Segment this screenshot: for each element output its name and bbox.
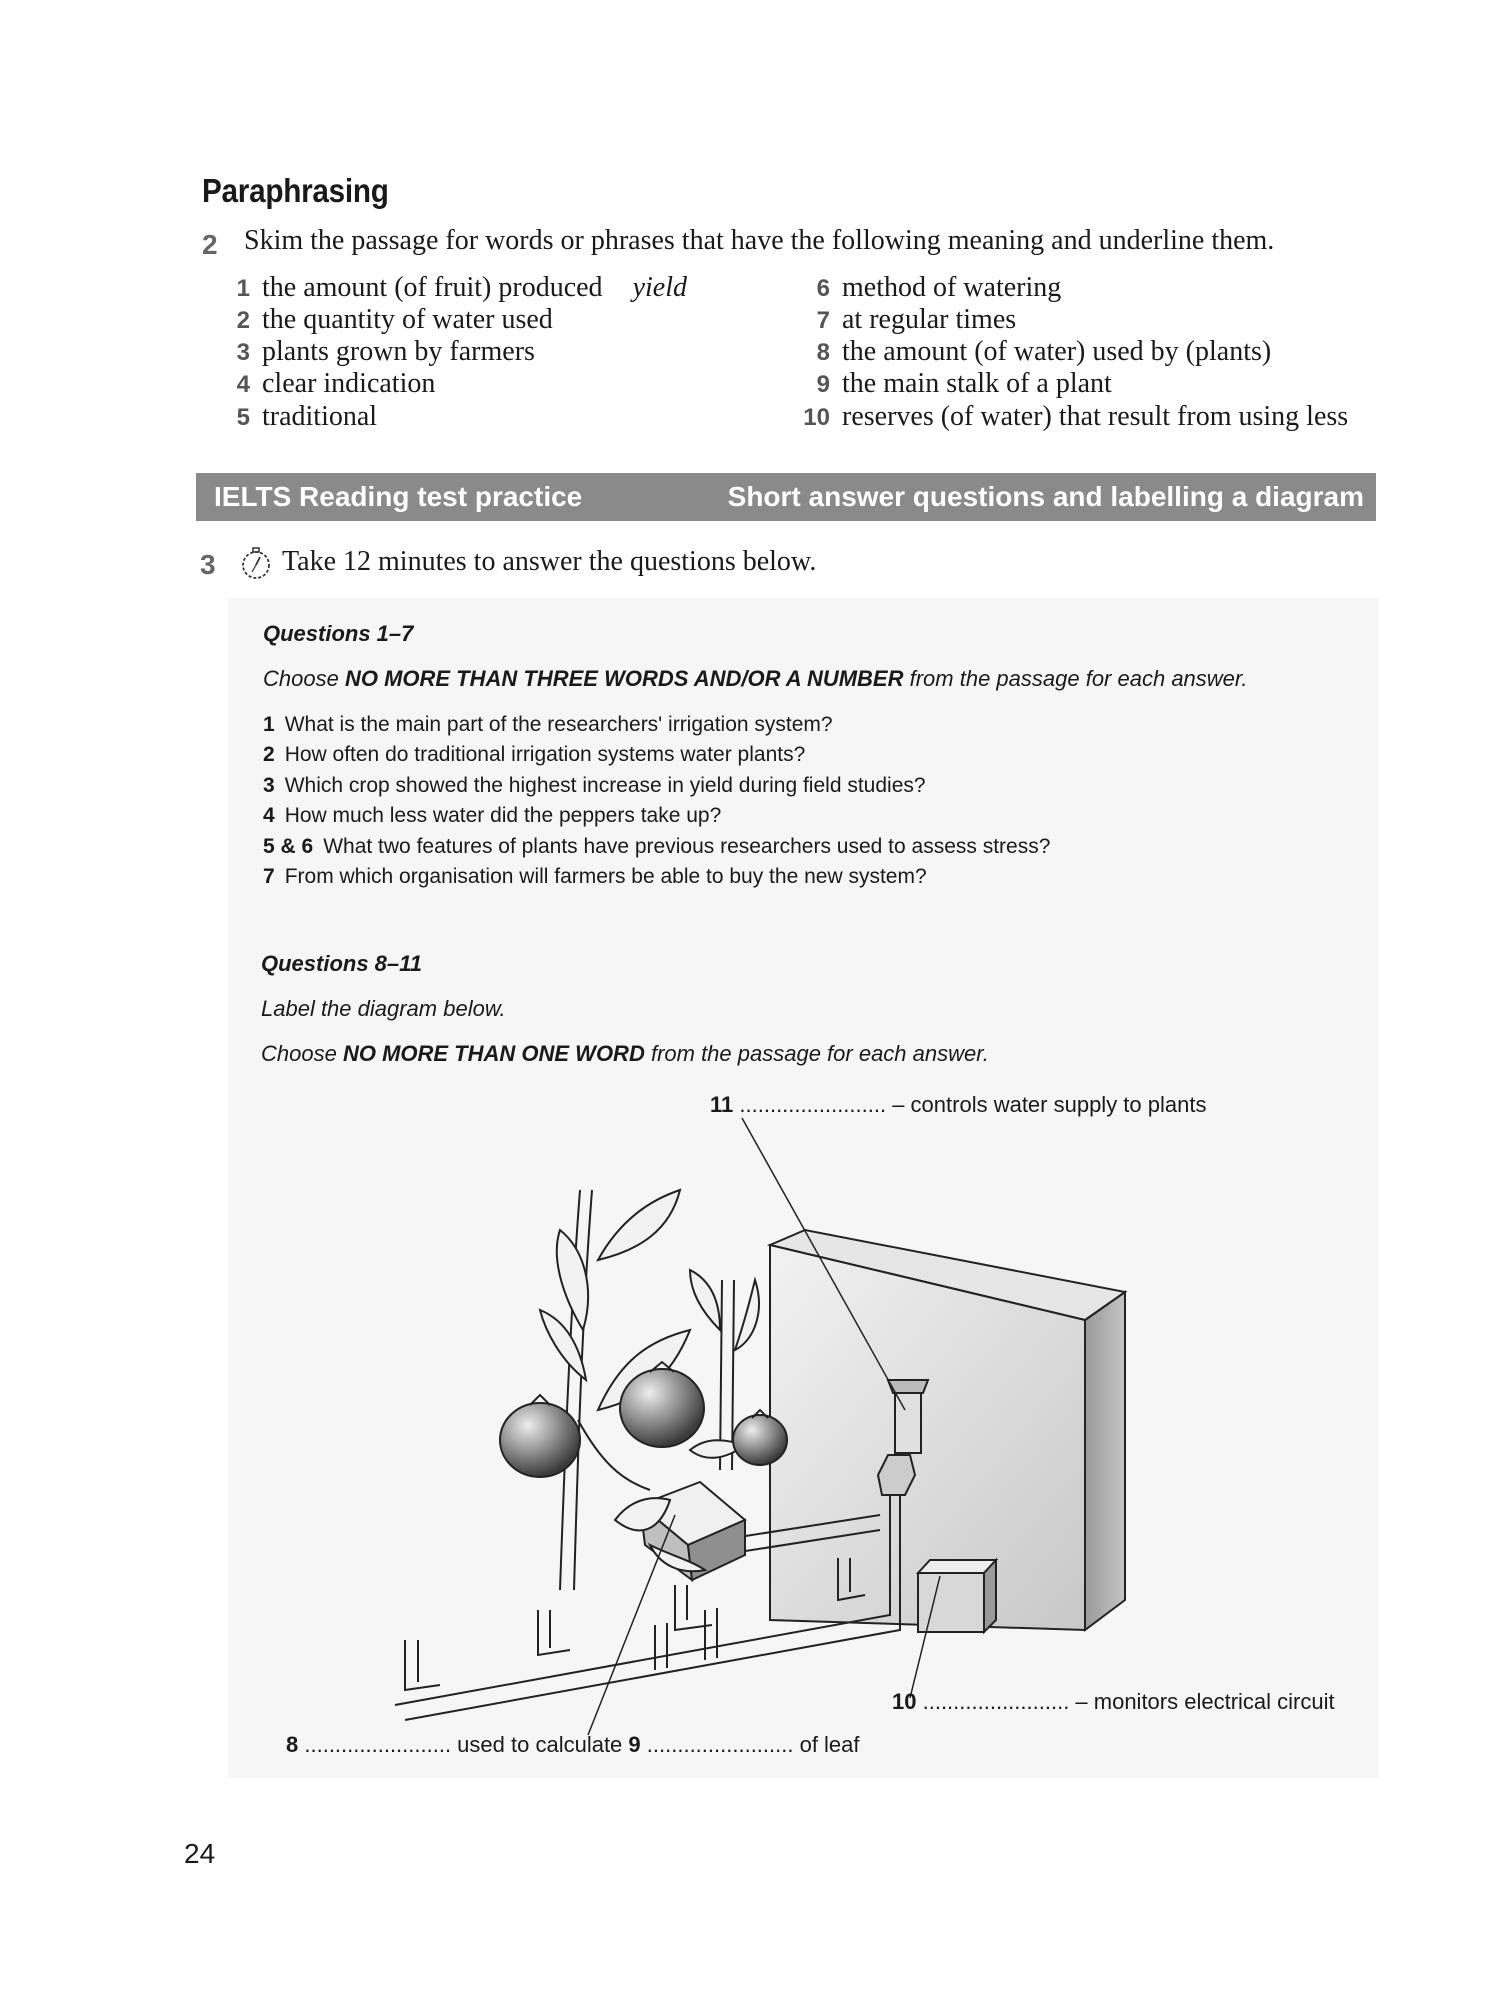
question-item: 4 How much less water did the peppers take up? — [263, 804, 722, 827]
label-11: 11 ........................ – controls water supply to plants — [710, 1092, 1207, 1117]
question-item: 1 What is the main part of the researchers' irrigation system? — [263, 713, 833, 736]
questions-1-7-instruction: Choose NO MORE THAN THREE WORDS AND/OR A NUMBER from the passage for each answer. — [263, 666, 1248, 691]
list-item: 7 at regular times — [816, 304, 1017, 335]
exercise-2-number: 2 — [202, 229, 218, 260]
question-item: 2 How often do traditional irrigation systems water plants? — [263, 743, 806, 766]
exercise-2-instruction: Skim the passage for words or phrases that have the following meaning and underline them. — [244, 225, 1275, 256]
list-item: 5 traditional — [236, 401, 378, 432]
exercise-3-number: 3 — [200, 549, 216, 580]
list-item: 2 the quantity of water used — [236, 304, 553, 335]
label-10: 10 ........................ – monitors electrical circuit — [892, 1689, 1335, 1714]
label-8-9: 8 ........................ used to calculate 9 ........................ of leaf — [286, 1732, 860, 1757]
questions-1-7-title: Questions 1–7 — [263, 621, 414, 646]
banner-right-title: Short answer questions and labelling a diagram — [727, 481, 1364, 512]
list-item: 4 clear indication — [236, 368, 436, 399]
list-item: 8 the amount (of water) used by (plants) — [816, 336, 1272, 367]
control-box — [918, 1560, 996, 1632]
section-heading: Paraphrasing — [202, 172, 389, 209]
page-number: 24 — [184, 1838, 216, 1869]
list-item: 6 method of watering — [816, 272, 1062, 303]
tomatoes — [500, 1362, 787, 1477]
questions-8-11-instruction-1: Label the diagram below. — [261, 996, 506, 1021]
question-item: 5 & 6 What two features of plants have previous researchers used to assess stress? — [263, 835, 1051, 858]
list-item: 10 reserves (of water) that result from using less — [803, 401, 1349, 432]
question-item: 7 From which organisation will farmers be able to buy the new system? — [263, 865, 927, 888]
example-answer: yield — [632, 272, 687, 303]
banner-left-title: IELTS Reading test practice — [214, 481, 583, 512]
list-item: 9 the main stalk of a plant — [816, 368, 1112, 399]
question-item: 3 Which crop showed the highest increase in yield during field studies? — [263, 774, 926, 797]
list-item: 3 plants grown by farmers — [236, 336, 535, 367]
exercise-3-instruction: Take 12 minutes to answer the questions below. — [282, 546, 817, 577]
questions-8-11-instruction-2: Choose NO MORE THAN ONE WORD from the passage for each answer. — [261, 1041, 989, 1066]
questions-8-11-title: Questions 8–11 — [261, 951, 422, 976]
list-item: 1 the amount (of fruit) produced yield — [236, 272, 687, 303]
